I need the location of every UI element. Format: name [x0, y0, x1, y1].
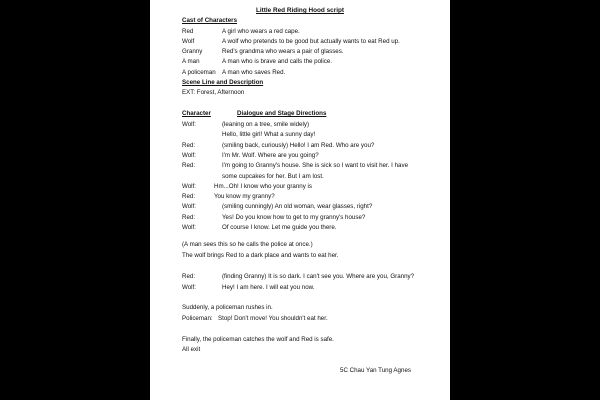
cast-desc: A man who is brave and calls the police.	[222, 58, 333, 65]
speaker: Wolf:	[182, 183, 196, 190]
dialogue-line: You know my granny?	[214, 193, 275, 200]
speaker: Red:	[182, 214, 196, 221]
cast-name: Red	[182, 28, 194, 35]
cast-desc: Red's grandma who wears a pair of glasses.	[222, 48, 344, 55]
dialogue-line: I'm going to Granny's house. She is sick so I want to visit her. I have	[222, 162, 409, 169]
dialogue-line: (finding Granny) It is so dark. I can't see you. Where are you, Granny?	[222, 273, 415, 280]
speaker: Red:	[182, 273, 196, 280]
author-signature: 5C Chau Yan Tung Agnes	[340, 367, 411, 374]
stage-direction: Suddenly, a policeman rushes in.	[182, 304, 273, 311]
dialogue-line: Yes! Do you know how to get to my granny's house?	[222, 214, 366, 221]
dialogue-line: (smiling back, curiously) Hello! I am Red. Who are you?	[222, 142, 375, 149]
page-title: Little Red Riding Hood script	[255, 7, 345, 14]
stage-direction: All exit	[182, 346, 201, 353]
dialogue-line: (leaning on a tree, smile widely)	[222, 121, 310, 128]
dialogue-line: some cupcakes for her. But I am lost.	[222, 173, 324, 180]
column-header-character: Character	[182, 110, 211, 117]
dialogue-line: (smiling cunningly) An old woman, wear glasses, right?	[222, 203, 373, 210]
stage-direction: Finally, the policeman catches the wolf and Red is safe.	[182, 336, 334, 343]
cast-desc: A man who saves Red.	[222, 69, 286, 76]
speaker: Red:	[182, 193, 196, 200]
speaker: Wolf:	[182, 152, 196, 159]
speaker: Policeman:	[182, 315, 213, 322]
cast-heading: Cast of Characters	[182, 17, 238, 24]
dialogue-line: Hey! I am here. I will eat you now.	[222, 284, 315, 291]
cast-name: Wolf	[182, 38, 195, 45]
dialogue-line: I'm Mr. Wolf. Where are you going?	[222, 152, 319, 159]
stage-direction: (A man sees this so he calls the police at once.)	[182, 241, 313, 248]
speaker: Wolf:	[182, 284, 196, 291]
speaker: Red:	[182, 142, 196, 149]
cast-name: A policeman	[182, 69, 216, 76]
speaker: Wolf:	[182, 224, 196, 231]
cast-name: A man	[182, 58, 200, 65]
dialogue-line: Of course I know. Let me guide you there.	[222, 224, 337, 231]
scene-heading: Scene Line and Description	[182, 79, 264, 86]
stage-direction: The wolf brings Red to a dark place and wants to eat her.	[182, 252, 339, 259]
speaker: Wolf:	[182, 121, 196, 128]
cast-name: Granny	[182, 48, 203, 55]
dialogue-line: Hm...Oh! I know who your granny is	[214, 183, 313, 190]
dialogue-line: Hello, little girl! What a sunny day!	[222, 131, 316, 138]
speaker: Wolf:	[182, 203, 196, 210]
script-page	[150, 0, 450, 400]
dialogue-line: Stop! Don't move! You shouldn't eat her.	[218, 315, 328, 322]
cast-desc: A girl who wears a red cape.	[222, 28, 300, 35]
cast-desc: A wolf who pretends to be good but actually wants to eat Red up.	[222, 38, 400, 45]
speaker: Red:	[182, 162, 196, 169]
scene-text: EXT: Forest, Afternoon	[182, 89, 245, 96]
column-header-directions: Dialogue and Stage Directions	[237, 110, 327, 117]
